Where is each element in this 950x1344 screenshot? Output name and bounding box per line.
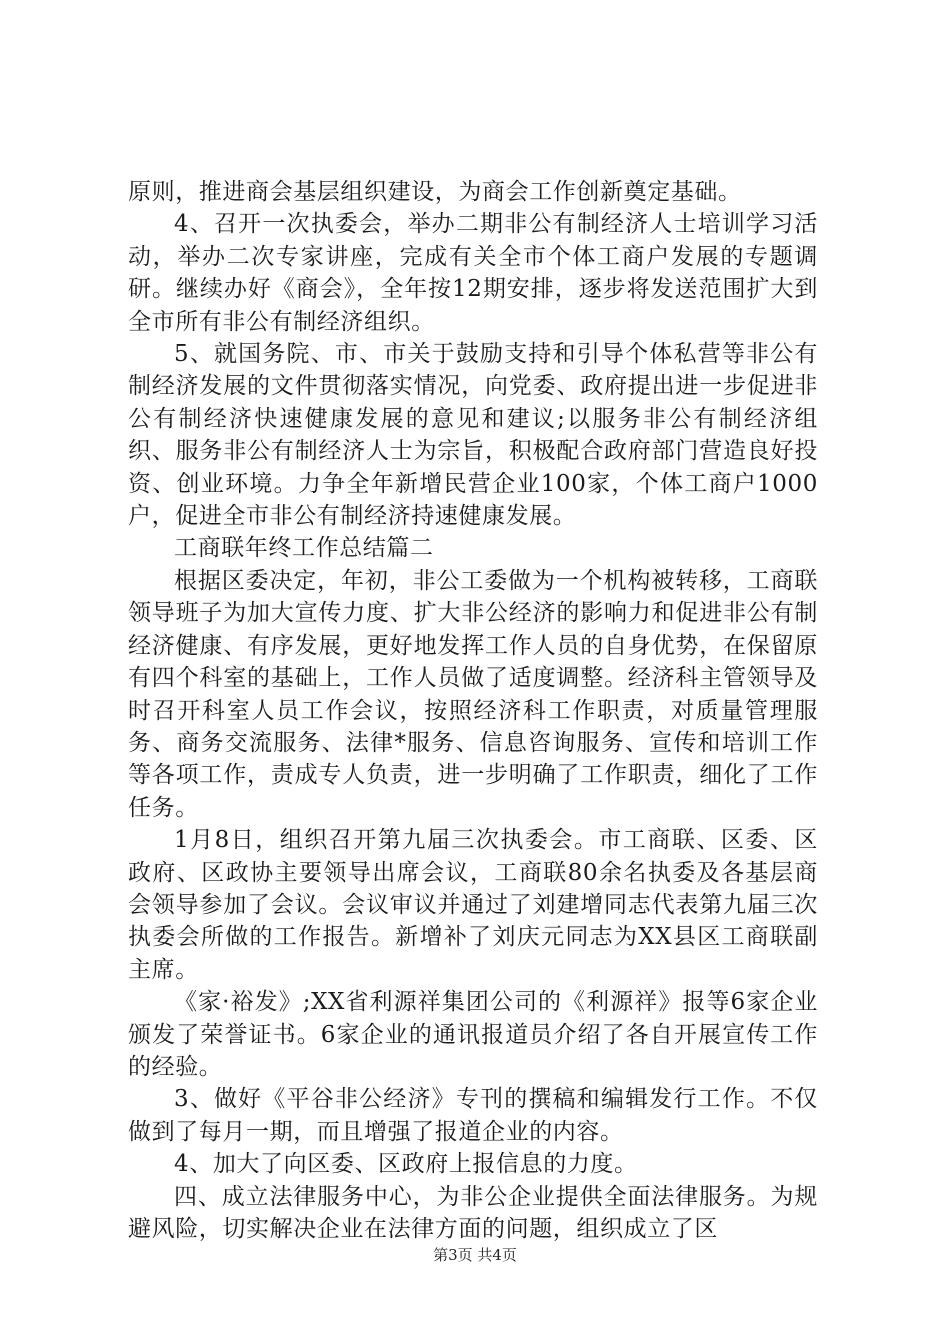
paragraph: 4、召开一次执委会，举办二期非公有制经济人士培训学习活动，举办二次专家讲座，完成有关全市个体工商户发展的专题调研。继续办好《商会》，全年按12期安排，逐步将发送范围扩大到全市所有非公有制经济组织。: [128, 211, 818, 335]
page-number-footer: 第3页 共4页: [433, 1246, 517, 1264]
section-heading: 工商联年终工作总结篇二: [174, 535, 434, 562]
paragraph: 1月8日，组织召开第九届三次执委会。市工商联、区委、区政府、区政协主要领导出席会议，工商联80余名执委及各基层商会领导参加了会议。会议审议并通过了刘建增同志代表第九届三次执委会所做的工作报告。新增补了刘庆元同志为XX县区工商联副主席。: [128, 827, 818, 983]
paragraph: 《家·裕发》;XX省利源祥集团公司的《利源祥》报等6家企业颁发了荣誉证书。6家企业的通讯报道员介绍了各自开展宣传工作的经验。: [128, 989, 818, 1080]
paragraph: 根据区委决定，年初，非公工委做为一个机构被转移，工商联领导班子为加大宣传力度、扩大非公经济的影响力和促进非公有制经济健康、有序发展，更好地发挥工作人员的自身优势，在保留原有四个科室的基础上，工作人员做了适度调整。经济科主管领导及时召开科室人员工作会议，按照经济科工作职责，对质量管理服务、商务交流服务、法律*服务、信息咨询服务、宣传和培训工作等各项工作，责成专人负责，进一步明确了工作职责，细化了工作任务。: [128, 567, 818, 821]
document-body: [128, 176, 818, 1245]
paragraph: 四、成立法律服务中心，为非公企业提供全面法律服务。为规避风险，切实解决企业在法律方面的问题，组织成立了区: [128, 1183, 818, 1242]
paragraph: 5、就国务院、市、市关于鼓励支持和引导个体私营等非公有制经济发展的文件贯彻落实情况，向党委、政府提出进一步促进非公有制经济快速健康发展的意见和建议;以服务非公有制经济组织、服务非公有制经济人士为宗旨，积极配合政府部门营造良好投资、创业环境。力争全年新增民营企业100家，个体工商户1000户，促进全市非公有制经济持速健康发展。: [128, 341, 818, 530]
paragraph: 3、做好《平谷非公经济》专刊的撰稿和编辑发行工作。不仅做到了每月一期，而且增强了报道企业的内容。: [128, 1086, 818, 1145]
paragraph: 原则，推进商会基层组织建设，为商会工作创新奠定基础。: [128, 179, 742, 205]
paragraph: 4、加大了向区委、区政府上报信息的力度。: [174, 1151, 638, 1178]
